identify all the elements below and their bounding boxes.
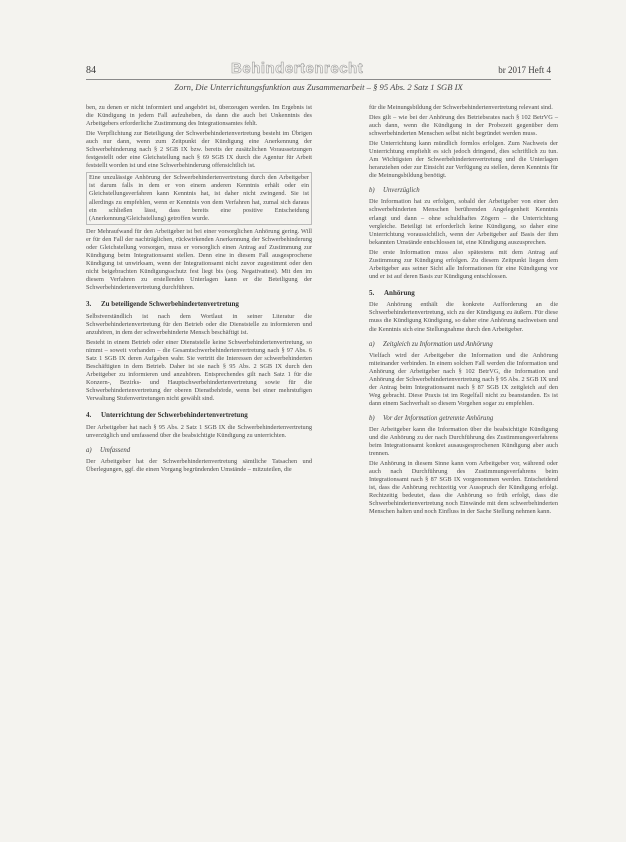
- paragraph: für die Meinungsbildung der Schwerbehindertenvertretung relevant sind.: [369, 104, 553, 111]
- heading-number: 3.: [86, 300, 92, 309]
- issue-label: br 2017 Heft 4: [498, 65, 551, 75]
- paragraph: Der Arbeitgeber hat nach § 95 Abs. 2 Satz 1 SGB IX die Schwerbehindertenvertretung unverzüglich und umfassend über die beabsichtigte Kündigung zu unterrichten.: [86, 423, 312, 439]
- paragraph: Selbstverständlich ist nach dem Wortlaut in seiner Literatur die Schwerbehindertenvertretung für den Betrieb oder die Dienststelle zu informieren und anzuhören, in dem der schwerbehinderte Mensch beschäftigt ist.: [86, 312, 312, 336]
- subsection-heading: [86, 447, 312, 455]
- paragraph: Die erste Information muss also spätestens mit dem Antrag auf Zustimmung zur Kündigung erfolgen. Zu diesem Zeitpunkt liegen dem Arbeitgeber aus seiner Sicht alle Informationen für eine Kündigung vor und er ist auf deren Basis zur Kündigung entschlossen.: [369, 248, 558, 280]
- subsection-heading: [369, 341, 558, 349]
- paragraph: Die Anhörung in diesem Sinne kann vom Arbeitgeber vor, während oder auch nach Durchführung des Zustimmungsverfahrens beim Integrationsamt nach § 87 SGB IX vorgenommen werden. Entscheidend ist, dass die Anhörung rechtzeitig vor Ausspruch der Kündigung erfolgt. Rechtzeitig bedeutet, dass die Anhörung so früh erfolgt, dass die Schwerbehindertenvertretung noch Einwände mit dem schwerbehinderten Menschen halten und noch Einfluss in der Sache Stellung nehmen kann.: [369, 460, 558, 516]
- heading-number: b): [369, 187, 375, 195]
- heading-text: Anhörung: [384, 288, 415, 297]
- paragraph: Der Mehraufwand für den Arbeitgeber ist bei einer vorsorglichen Anhörung gering. Will er für den Fall der nachträglichen, rückwirkenden Anerkennung der Schwerbehinderung oder Gleichstellung vorsorgen, muss er vorsorglich einen Antrag auf Zustimmung zur Kündigung beim Integrationsamt stellen. Denn eine in diesem Fall ausgesprochene Kündigung ist unwirksam, wenn der Integrationsamt nicht zuvor zugestimmt oder den nicht beigebrachten Kündigungsschutz fest liegt bis (sog. Negativattest). Mit den im diesem Verfahren zu erstellenden Unterlagen kann er die Beteiligung der Schwerbehindertenvertretung durchführen.: [86, 227, 312, 291]
- paragraph: Die Information hat zu erfolgen, sobald der Arbeitgeber von einer den schwerbehinderten Menschen berührenden Angelegenheit Kenntnis erlangt und dann – ohne schuldhaftes Zögern – die Unterrichtung vergleiche. Beteiligt ist erforderlich keine Kündigung, so daher eine Unterrichtung voraussichtlich, wenn der Arbeitgeber auf Basis der ihm bekannten Umstände entschlossen ist, eine Kündigung auszusprechen.: [369, 198, 558, 246]
- heading-number: 4.: [86, 411, 92, 420]
- heading-text: Umfassend: [100, 446, 131, 454]
- subsection-heading: [369, 187, 558, 195]
- section-heading: [86, 411, 312, 420]
- paragraph: Die Verpflichtung zur Beteiligung der Schwerbehindertenvertretung besteht im Übrigen auch nur dann, wenn zum Zeitpunkt der Kündigung eine Anerkennung der Schwerbehinderung nach § 2 SGB IX bzw. bereits der zusätzlichen Voraussetzungen festgestellt oder eine Gleichstellung nach § 69 SGB IX durch die Agentur für Arbeit feststellt worden ist und eine Schwerbehinderung offensichtlich ist.: [86, 130, 312, 170]
- left-column: [86, 104, 312, 476]
- page-header: [86, 60, 551, 80]
- paragraph: Der Arbeitgeber kann die Information über die beabsichtigte Kündigung und die Anhörung zu der nach Durchführung des Zustimmungsverfahrens beim Integrationsamt konkret ausausgesprochenen Kündigung aber auch trennen.: [369, 425, 558, 458]
- heading-text: Zeitgleich zu Information und Anhörung: [383, 340, 493, 348]
- heading-number: a): [369, 340, 375, 348]
- paragraph: Der Arbeitgeber hat der Schwerbehindertenvertretung sämtliche Tatsachen und Überlegungen, ggf. die einen Vorgang begründenden Umstände – mitzuteilen, die: [86, 457, 312, 473]
- journal-title: Behindertenrecht: [231, 60, 364, 77]
- heading-number: 5.: [369, 288, 375, 297]
- heading-text: Zu beteiligende Schwerbehindertenvertretung: [101, 300, 239, 309]
- heading-number: b): [369, 414, 375, 422]
- subsection-heading: [369, 415, 558, 423]
- paragraph: Eine unzulässige Anhörung der Schwerbehindertenvertretung durch den Arbeitgeber ist darum falls in dem er von einem anderen Kenntnis erhält oder ein Gleichstellungsverfahren kann Kenntnis hat, ist daher nicht zwingend. Sie ist allerdings zu empfehlen, wenn er Kenntnis von dem Verfahren hat, zumal sich daraus ein schließen lässt, dass bereits eine positive Entscheidung (Anerkennung/Gleichstellung) getroffen wurde.: [86, 172, 312, 224]
- heading-text: Unverzüglich: [383, 187, 420, 195]
- paragraph: Vielfach wird der Arbeitgeber die Information und die Anhörung miteinander verbinden. In einem solchen Fall werden die Information und Anhörung der Arbeitgeber nach § 102 BetrVG, die Information und Anhörung der Schwerbehindertenvertretung nach § 95 Abs. 2 SGB IX und der Antrag beim Integrationsamt nach § 87 SGB IX zeitgleich auf den Weg gebracht. Diese Praxis ist im Regelfall nicht zu beanstanden. Es ist dann einem Sachverhalt so diesem Vorgehen sogar zu empfehlen.: [369, 351, 558, 407]
- paragraph: Die Unterrichtung kann mündlich formlos erfolgen. Zum Nachweis der Unterrichtung empfiehlt es sich jedoch dringend, dies schriftlich zu tun. Am Wichtigsten der Schwerbehindertenvertretung und die Unterlagen heranziehen oder zur Einsicht zur Verfügung zu stellen, deren Kenntnis für die Meinungsbildung benötigt.: [369, 140, 558, 180]
- paragraph: Die Anhörung enthält die konkrete Aufforderung an die Schwerbehindertenvertretung, sich zu der Kündigung zu äußern. Für diese muss die Kündigung Kündigung, so daher eine Anhörung nachweisen und die Kenntnis sich eine Stellungnahme durch den Arbeitgeber.: [369, 301, 558, 333]
- paragraph: ben, zu denen er nicht informiert und angehört ist, überzeugen werden. Im Ergebnis ist die Kündigung in jedem Fall aufzuheben, da dann die auch bei Unkenntnis des Arbeitgebers erforderliche Zustimmung des Integrationsamtes fehlt.: [86, 104, 312, 128]
- heading-number: a): [86, 446, 92, 454]
- section-heading: [369, 289, 558, 298]
- heading-text: Vor der Information getrennte Anhörung: [383, 414, 494, 422]
- right-column: [369, 104, 558, 518]
- heading-text: Unterrichtung der Schwerbehindertenvertretung: [101, 411, 248, 420]
- running-title: Zorn, Die Unterrichtungsfunktion aus Zusammenarbeit – § 95 Abs. 2 Satz 1 SGB IX: [174, 82, 463, 92]
- paragraph: Besteht in einem Betrieb oder einer Dienststelle keine Schwerbehindertenvertretung, so nimmt – soweit vorhanden – die Gesamtschwerbehindertenvertretung nach § 97 Abs. 6 Satz 1 SGB IX deren Aufgaben wahr. Sie vertritt die Interessen der schwerbehinderten Beschäftigten in dem Betrieb. Daher ist sie nach § 95 Abs. 2 SGB IX durch den Arbeitgeber zu informieren und anzuhören. Entsprechendes gilt nach Satz 1 für die Konzern-, Bezirks- und Hauptschwerbehindertenvertretung sowie für die Schwerbehindertenvertretung der oberen Dienstbehörde, wenn bei einer mehrstufigen Verwaltung Stufenvertretungen nicht gewählt sind.: [86, 338, 312, 402]
- section-heading: [86, 300, 312, 309]
- paragraph: Dies gilt – wie bei der Anhörung des Betriebsrates nach § 102 BetrVG – auch dann, wenn die Kündigung in der Probezeit gegenüber dem schwerbehinderten Menschen selbst nicht begründet werden muss.: [369, 114, 558, 138]
- page-number: 84: [86, 65, 96, 76]
